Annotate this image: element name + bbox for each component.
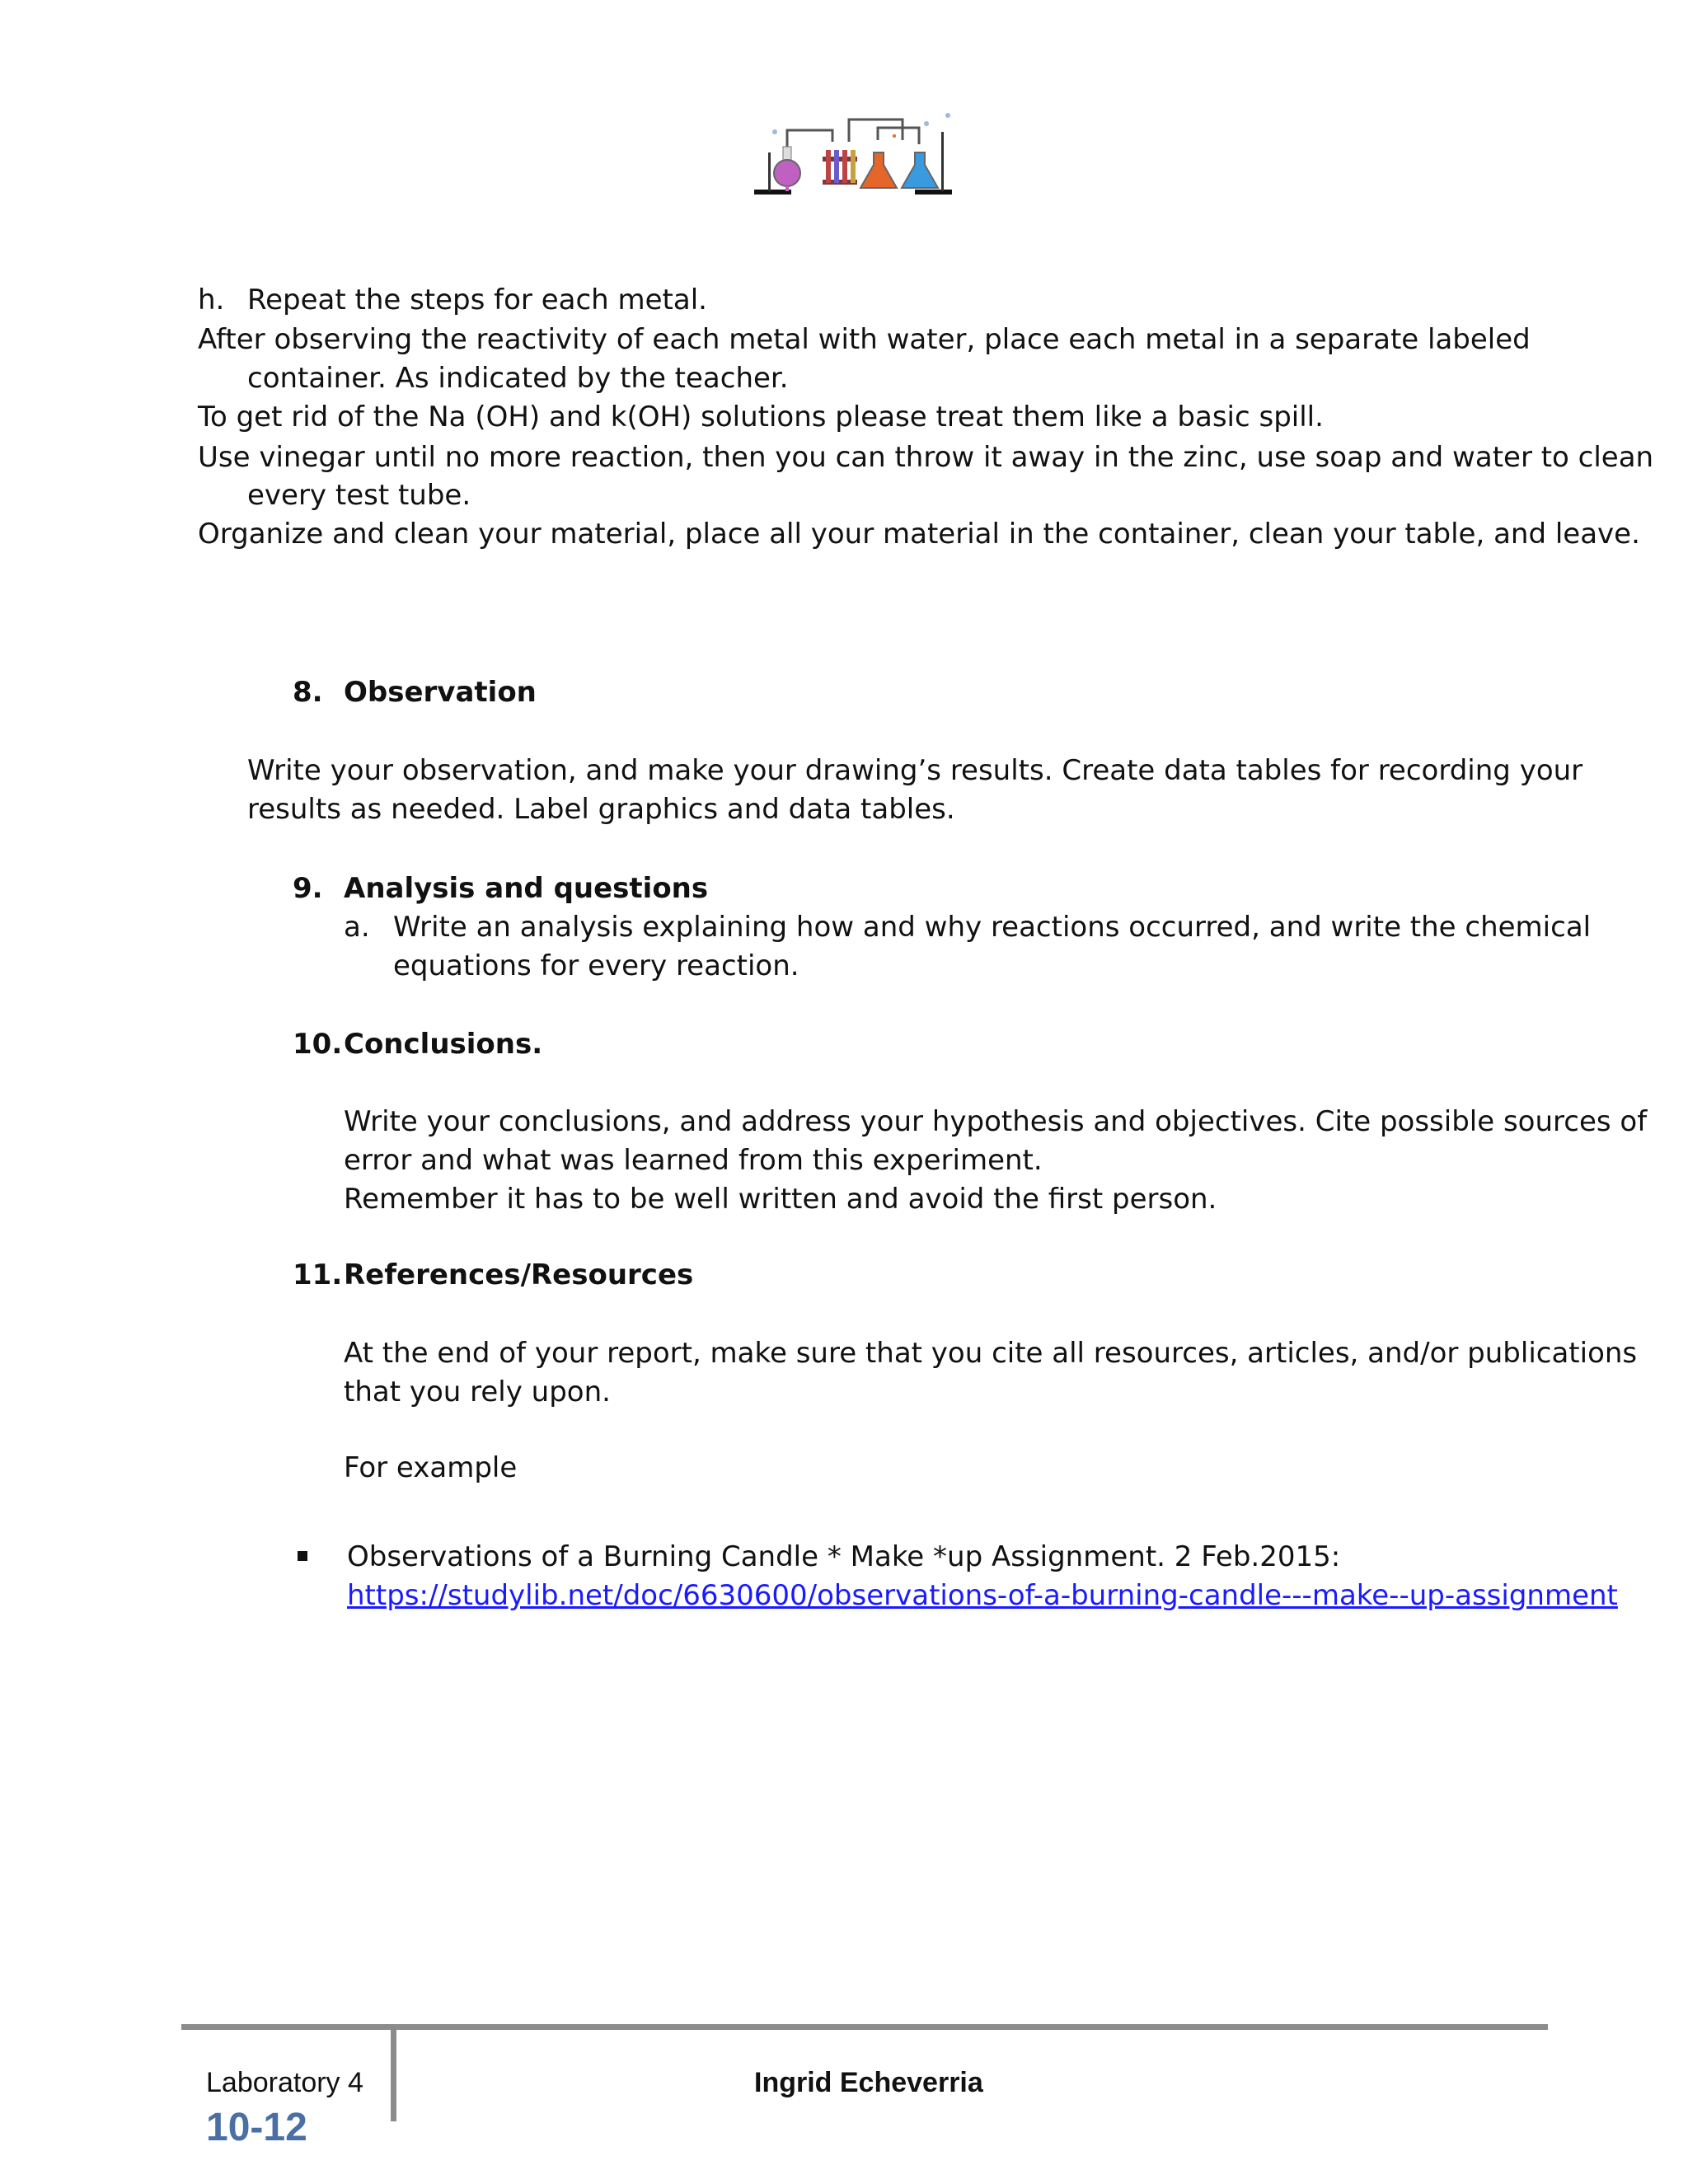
procedure-p2: To get rid of the Na (OH) and k(OH) solutions please treat them like a basic spill. — [198, 401, 1324, 434]
footer-lab-label: Laboratory 4 — [206, 2067, 363, 2098]
references-heading: References/Resources — [344, 1258, 694, 1291]
observation-line2: results as needed. Label graphics and data tables. — [247, 793, 955, 826]
procedure-p1-line1: After observing the reactivity of each metal with water, place each metal in a separate labeled — [198, 323, 1531, 356]
references-example-label: For example — [344, 1451, 518, 1484]
observation-line1: Write your observation, and make your drawing’s results. Create data tables for recording your — [247, 754, 1583, 787]
analysis-heading: Analysis and questions — [344, 872, 709, 905]
footer-author: Ingrid Echeverria — [754, 2067, 983, 2098]
conclusions-line3: Remember it has to be well written and avoid the first person. — [344, 1183, 1217, 1216]
references-line1: At the end of your report, make sure that you cite all resources, articles, and/or publications — [344, 1337, 1638, 1370]
analysis-item-marker: a. — [344, 911, 370, 944]
observation-heading: Observation — [344, 676, 537, 709]
citation-link[interactable]: https://studylib.net/doc/6630600/observations-of-a-burning-candle---make--up-assignment — [347, 1579, 1618, 1612]
procedure-p4: Organize and clean your material, place all your material in the container, clean your table, and leave. — [198, 518, 1640, 551]
procedure-p3-line1: Use vinegar until no more reaction, then you can throw it away in the zinc, use soap and water to clean — [198, 441, 1654, 474]
conclusions-heading: Conclusions. — [344, 1028, 543, 1061]
lab-glassware-icon — [750, 107, 964, 206]
references-line2: that you rely upon. — [344, 1376, 611, 1408]
footer-page-range: 10-12 — [206, 2106, 307, 2149]
analysis-item-line2: equations for every reaction. — [393, 949, 799, 982]
bullet-square-icon — [298, 1551, 307, 1561]
procedure-p1-line2: container. As indicated by the teacher. — [247, 362, 789, 395]
citation-text: Observations of a Burning Candle * Make *up Assignment. 2 Feb.2015: — [347, 1540, 1341, 1573]
references-number: 11. — [293, 1258, 343, 1291]
analysis-number: 9. — [293, 872, 323, 905]
observation-number: 8. — [293, 676, 323, 709]
conclusions-line1: Write your conclusions, and address your hypothesis and objectives. Cite possible sources of — [344, 1105, 1648, 1138]
footer-divider — [391, 2029, 396, 2121]
conclusions-line2: error and what was learned from this experiment. — [344, 1144, 1043, 1177]
conclusions-number: 10. — [293, 1028, 343, 1061]
footer-rule — [181, 2024, 1548, 2030]
step-h-text: Repeat the steps for each metal. — [247, 284, 707, 316]
analysis-item-line1: Write an analysis explaining how and why reactions occurred, and write the chemical — [393, 911, 1592, 944]
procedure-p3-line2: every test tube. — [247, 479, 471, 512]
step-h-marker: h. — [198, 284, 225, 316]
